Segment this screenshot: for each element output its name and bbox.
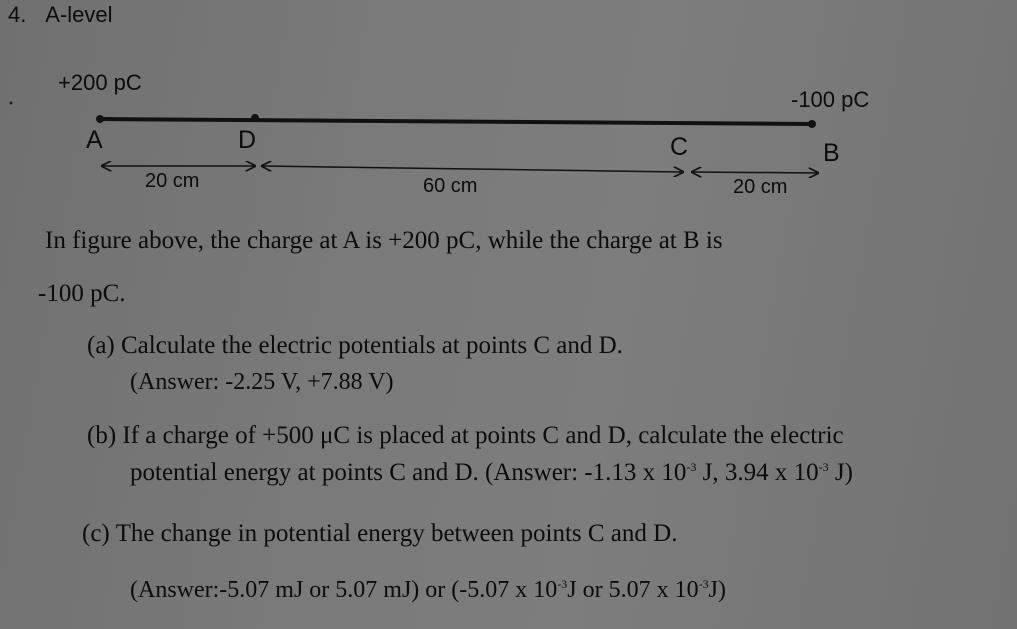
part-b-end: J): [828, 459, 853, 486]
charge-b-label: -100 pC: [791, 87, 870, 112]
point-a-dot: [96, 115, 104, 123]
distance-dc-label: 60 cm: [423, 175, 478, 197]
part-b-label: (b): [87, 422, 117, 449]
part-c: [82, 521, 677, 546]
part-b-mid: J, 3.94 x 10: [696, 459, 819, 486]
part-b-exponent-2: -3: [818, 460, 829, 474]
part-c-answer-c: J): [708, 577, 726, 603]
intro-line-2: -100 pC.: [38, 280, 126, 307]
intro-line-1: In figure above, the charge at A is +200 pC, while the charge at B is: [45, 227, 723, 254]
part-c-answer: [130, 577, 726, 604]
part-a-text: Calculate the electric potentials at points C and D.: [121, 332, 623, 359]
point-d-dot: [251, 114, 259, 122]
part-c-text: The change in potential energy between points C and D.: [115, 520, 678, 547]
part-b-line-2: [130, 460, 853, 485]
part-b: [87, 423, 844, 448]
question-number: 4.: [8, 2, 27, 27]
part-b-text: If a charge of +500 μC is placed at points C and D, calculate the electric: [122, 422, 844, 449]
part-c-label: (c): [82, 520, 110, 547]
point-c-label: C: [670, 133, 689, 161]
question-level: A-level: [45, 2, 113, 27]
part-c-exponent-1: -3: [557, 577, 568, 591]
part-a-label: (a): [87, 332, 115, 359]
point-b-dot: [808, 120, 816, 128]
point-b-label: B: [823, 139, 840, 167]
charge-line: [100, 119, 812, 124]
part-c-exponent-2: -3: [698, 577, 709, 591]
part-a-answer: (Answer: -2.25 V, +7.88 V): [130, 369, 394, 395]
distance-ad-label: 20 cm: [145, 170, 200, 192]
distance-cb-label: 20 cm: [733, 176, 788, 198]
point-d-label: D: [238, 126, 257, 154]
part-b-exponent-1: -3: [686, 460, 697, 474]
part-c-answer-a: (Answer:-5.07 mJ or 5.07 mJ) or (-5.07 x 10: [130, 577, 558, 603]
charge-a-label: +200 pC: [58, 70, 142, 95]
dimension-arrow-dc: [262, 166, 683, 172]
point-a-label: A: [86, 126, 103, 154]
part-b-text-2: potential energy at points C and D. (Answer: -1.13 x 10: [130, 459, 687, 486]
part-a: [87, 333, 623, 358]
dimension-arrow-cb: [692, 172, 818, 173]
part-c-answer-b: J or 5.07 x 10: [567, 577, 699, 603]
